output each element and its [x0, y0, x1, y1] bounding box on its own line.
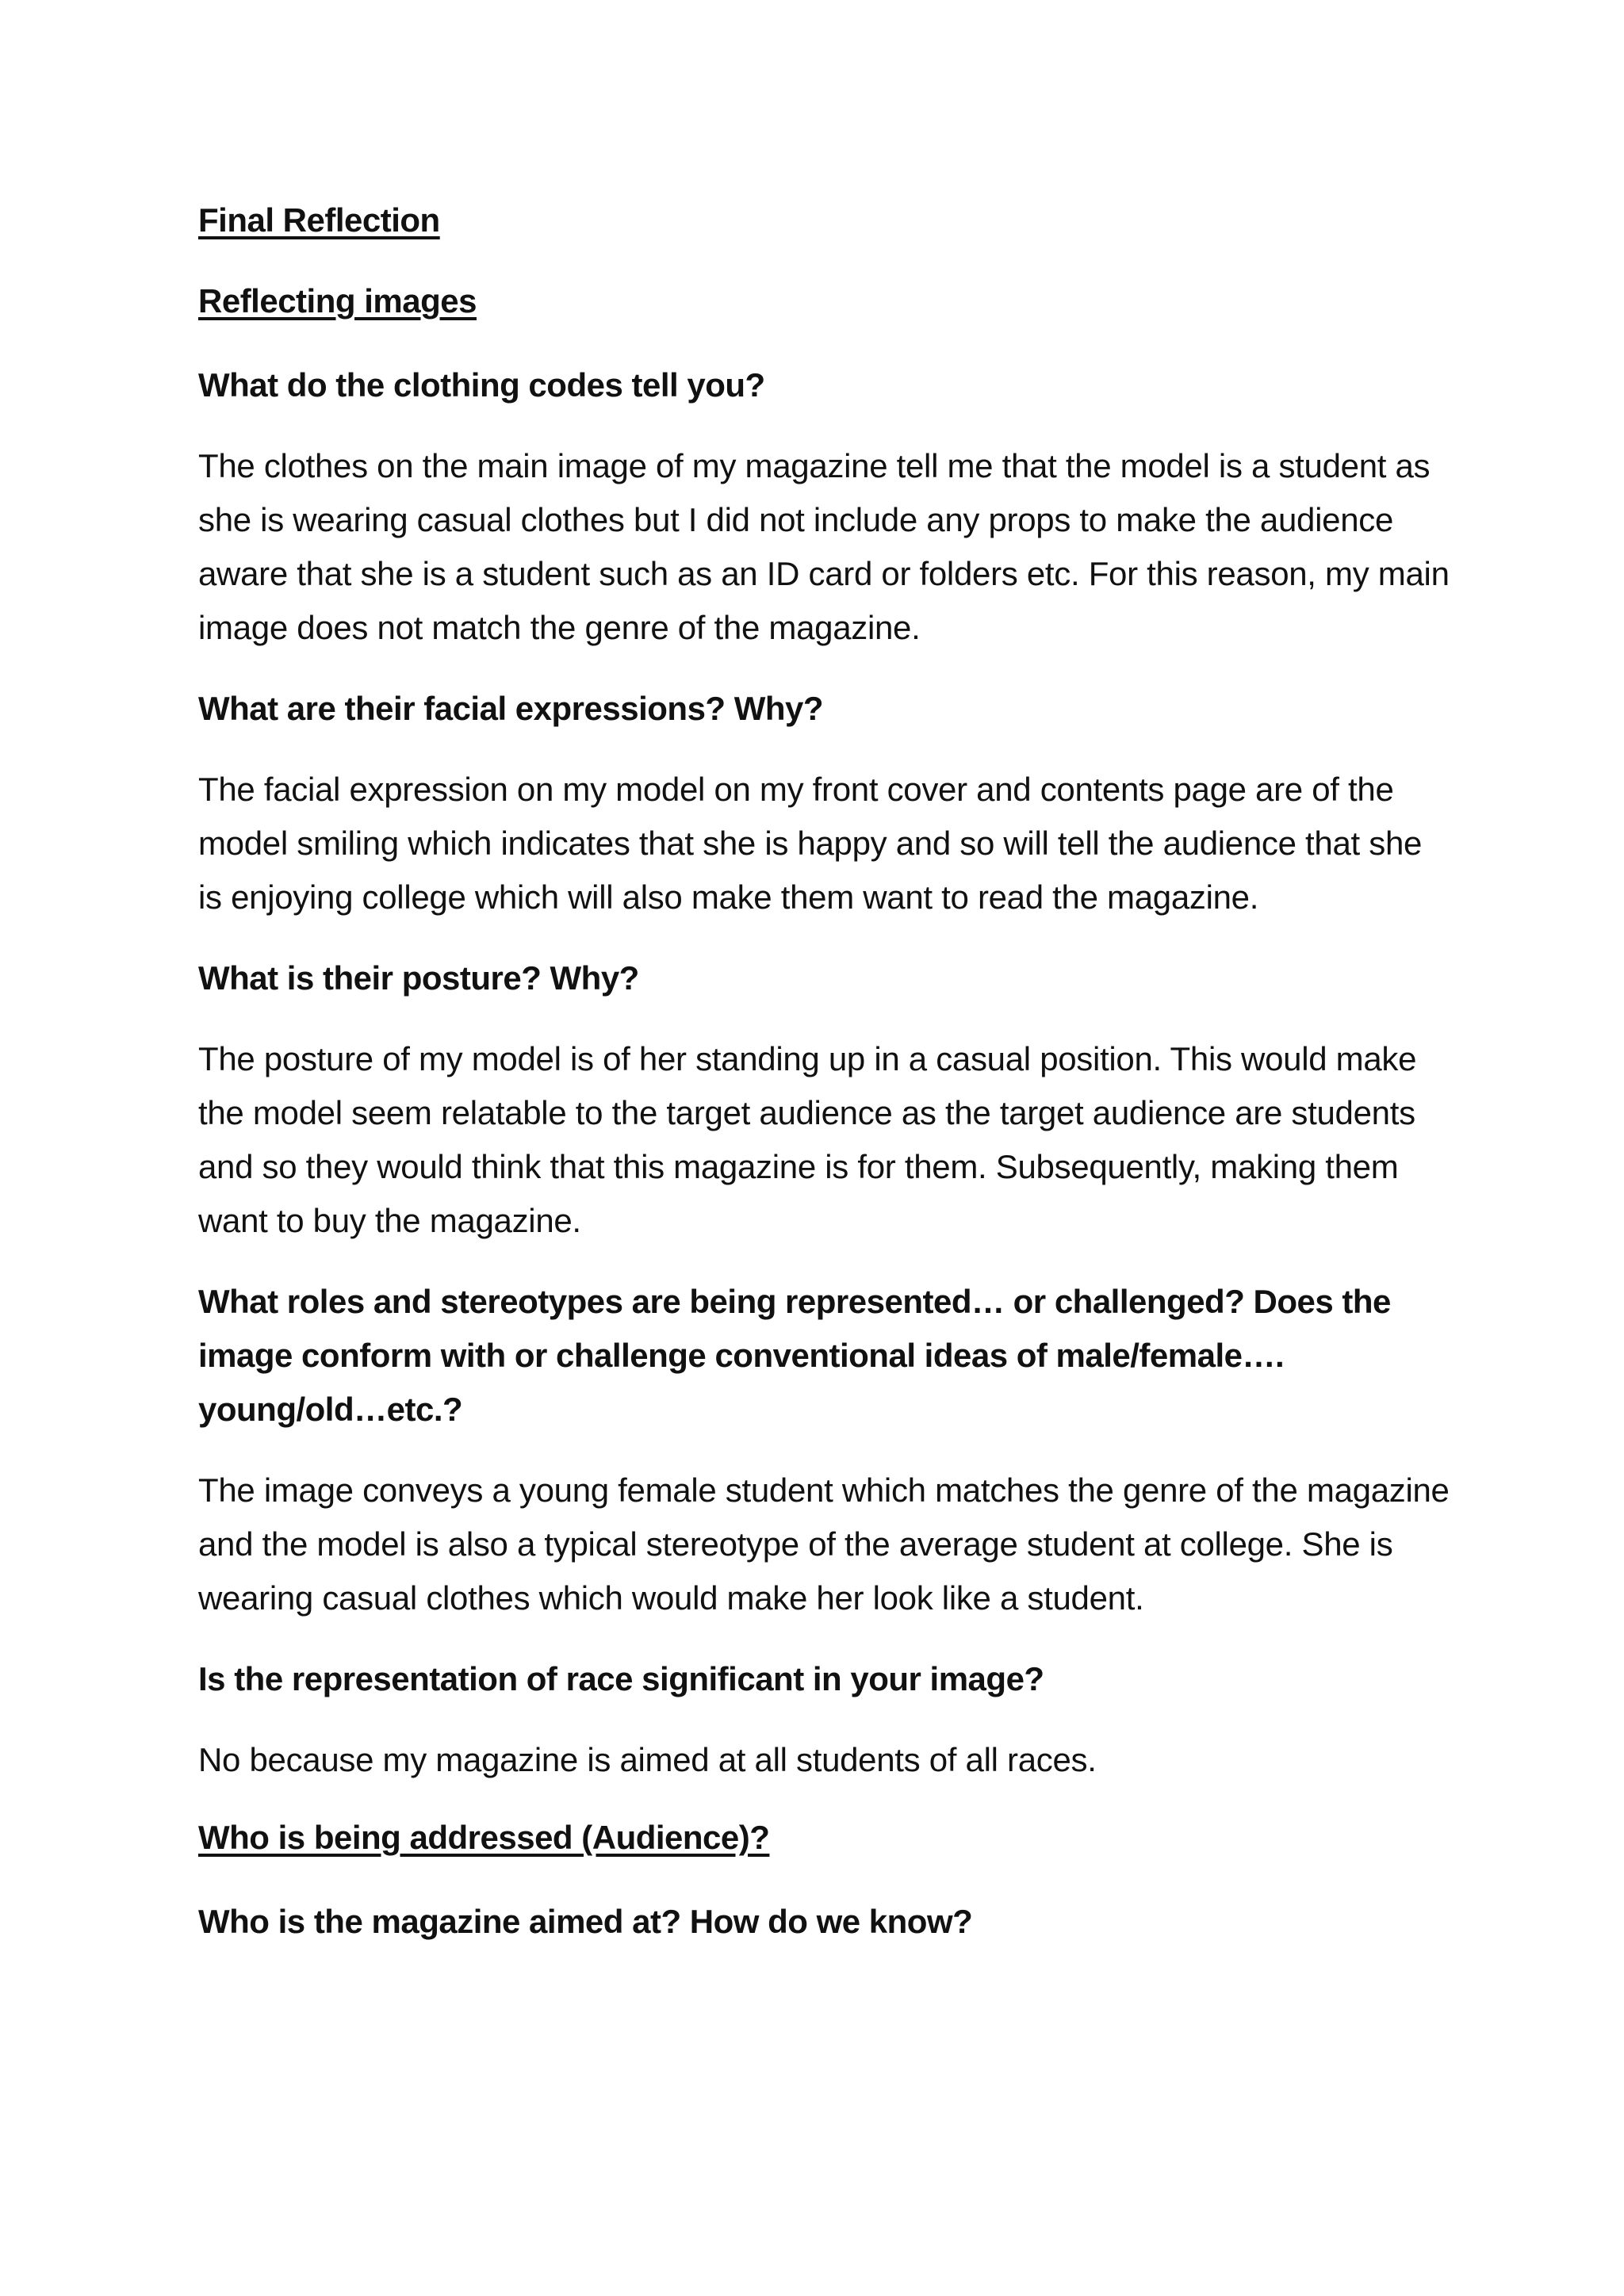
answer-roles-stereotypes: The image conveys a young female student which matches the genre of the magazine and the model is also a typical stereotype of the average student at college. She is wearing casual clothes which would make her look like a student.: [198, 1471, 1450, 1617]
question-roles-stereotypes: What roles and stereotypes are being represented… or challenged? Does the image conform with or challenge conventional ideas of male/female…. young/old…etc.?: [198, 1283, 1391, 1428]
answer-clothing-codes: The clothes on the main image of my magazine tell me that the model is a student as she is wearing casual clothes but I did not include any props to make the audience aware that she is a student such as an ID card or folders etc. For this reason, my main image does not match the genre of the magazine.: [198, 447, 1450, 646]
answer-facial-expressions: The facial expression on my model on my front cover and contents page are of the model smiling which indicates that she is happy and so will tell the audience that she is enjoying college which will also make them want to read the magazine.: [198, 771, 1423, 916]
section-heading-reflecting-images: Reflecting images: [198, 282, 477, 320]
section-heading-audience: Who is being addressed (Audience)?: [198, 1819, 770, 1856]
document-title: Final Reflection: [198, 201, 440, 239]
answer-posture: The posture of my model is of her standing up in a casual position. This would make the model seem relatable to the target audience as the target audience are students and so they would think that this magazine is for them. Subsequently, making them want to buy the magazine.: [198, 1040, 1417, 1239]
question-clothing-codes: What do the clothing codes tell you?: [198, 366, 765, 404]
question-audience: Who is the magazine aimed at? How do we know?: [198, 1903, 973, 1940]
answer-race: No because my magazine is aimed at all students of all races.: [198, 1741, 1097, 1778]
document-page: [198, 197, 1451, 1976]
question-facial-expressions: What are their facial expressions? Why?: [198, 690, 824, 727]
question-race: Is the representation of race significant in your image?: [198, 1660, 1044, 1697]
question-posture: What is their posture? Why?: [198, 959, 639, 997]
